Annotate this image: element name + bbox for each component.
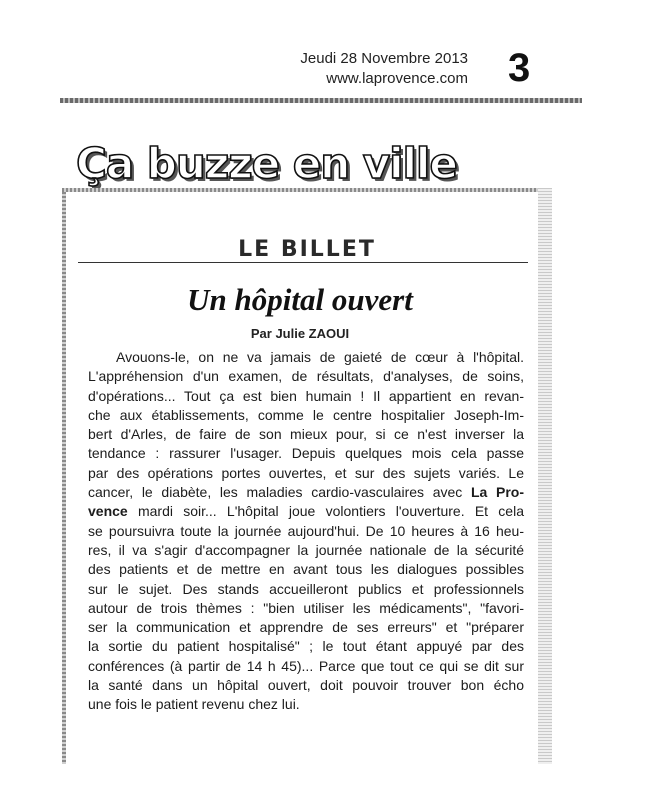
body-line: des patients et de mettre en avant tous les dialogues possibles [88,561,524,578]
kicker-rule [78,262,528,263]
body-line: ser la communication et apprendre de ses erreurs" et "préparer [88,619,524,636]
issue-date: Jeudi 28 Novembre 2013 [300,50,468,67]
website-url: www.laprovence.com [326,70,468,87]
scan-margin [538,188,552,764]
body-line: autour de trois thèmes : "bien utiliser les médicaments", "favori- [88,599,524,616]
body-line: d'opérations... Tout ça est bien humain ! Il appartient en revan- [88,387,524,404]
body-line: Avouons-le, on ne va jamais de gaieté de cœur à l'hôpital. [116,349,524,365]
page-number: 3 [508,46,531,90]
body-line-brand-cont [88,502,524,521]
body-line-text: cancer, le diabète, les maladies cardio-vasculaires avec [88,484,463,501]
box-top-border [62,188,552,192]
body-line-text: mardi soir... L'hôpital joue volontiers l'ouverture. Et cela [137,503,524,520]
section-title: Ça buzze en ville [76,139,457,188]
body-line: la sortie du patient hospitalisé" ; le tout étant appuyé par des [88,638,524,655]
article-body [88,348,524,715]
body-line: la santé dans un hôpital ouvert, doit pouvoir trouver bon écho [88,677,524,694]
brand-name-part2: vence [88,503,128,520]
body-line: res, il va s'agir d'accompagner la journée nationale de la sécurité [88,541,524,558]
body-line: tendance : rassurer l'usager. Depuis quelques mois cela passe [88,445,524,462]
box-left-border [62,192,66,764]
article-byline: Par Julie ZAOUI [250,326,350,341]
body-line: par des opérations portes ouvertes, et sur des sujets variés. Le [88,464,524,481]
body-line: se poursuivra toute la journée aujourd'hui. De 10 heures à 16 heu- [88,522,524,539]
body-line: sur le sujet. Des stands accueilleront publics et professionnels [88,580,524,597]
brand-name-part1: La Pro- [470,484,524,501]
body-line-brand [88,483,524,502]
body-line: conférences (à partir de 14 h 45)... Parce que tout ce qui se dit sur [88,657,524,674]
header-rule [60,98,582,103]
body-line: L'appréhension d'un examen, de résultats, d'analyses, de soins, [88,368,524,385]
body-line: che aux établissements, comme le centre hospitalier Joseph-Im- [88,406,524,423]
body-line: bert d'Arles, de faire de son mieux pour, si ce n'est inverser la [88,426,524,443]
article-headline: Un hôpital ouvert [187,282,413,317]
article-kicker: LE BILLET [238,237,376,262]
body-line: une fois le patient revenu chez lui. [88,696,300,713]
